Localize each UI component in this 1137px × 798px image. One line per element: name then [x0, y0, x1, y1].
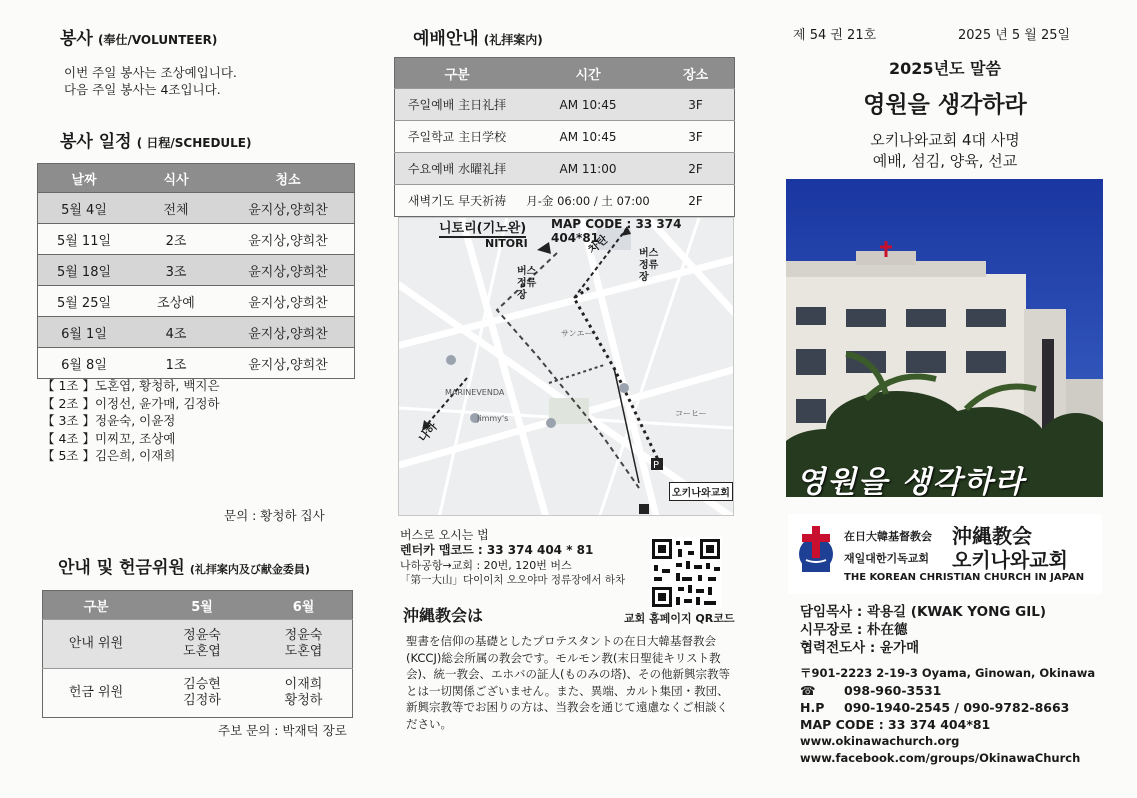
staff-list [800, 603, 1046, 657]
table-row [395, 89, 735, 121]
name: 도혼엽 [183, 644, 221, 659]
ushers-table [42, 590, 353, 718]
name: 도혼엽 [284, 644, 323, 659]
group-item: 【 2조 】이정선, 윤가매, 김정하 [42, 395, 220, 411]
map-poi-label: MARINEVENDA [445, 388, 505, 397]
location-map [398, 217, 734, 516]
col-header: 구분 [43, 591, 150, 620]
col-header: 장소 [657, 58, 735, 89]
church-logo-icon [798, 526, 834, 574]
chatan-label: 차탄 [585, 232, 611, 257]
church-map-label: 오키나와교회 [669, 482, 733, 501]
cell: 윤지상,양희찬 [222, 224, 355, 255]
table-row [38, 193, 355, 224]
schedule-table [37, 163, 355, 379]
svg-text:P: P [653, 460, 660, 471]
denomination-ko2: 재일대한기독교회 [844, 552, 930, 565]
map-poi-label: Jimmy's [477, 414, 509, 423]
cell: AM 10:45 [519, 121, 657, 153]
directions-line: 「第一大山」다이이치 오오야마 정류장에서 하차 [400, 574, 626, 586]
bus-stop-label: 버스 정류장 [639, 248, 659, 283]
ushers-header-row [43, 591, 353, 620]
naha-label: 나하 [416, 419, 440, 445]
cell: 안내 위원 [43, 620, 150, 669]
nitori-label-en: NITORI [485, 237, 528, 250]
volunteer-title-sub: (奉仕/VOLUNTEER) [97, 33, 218, 47]
cell: 1조 [130, 348, 222, 379]
cell: AM 11:00 [519, 153, 657, 185]
cell: 月-金 06:00 / 土 07:00 [519, 185, 657, 217]
cell: 2F [657, 185, 735, 217]
group-list [42, 377, 220, 465]
cell: 2조 [130, 224, 222, 255]
map-drawing [399, 218, 733, 515]
cell: 6월 1일 [38, 317, 131, 348]
cell: 주일예배 主日礼拝 [395, 89, 520, 121]
cell: 수요예배 水曜礼拝 [395, 153, 520, 185]
directions-line: 나하공항→교회 : 20번, 120번 버스 [400, 559, 572, 572]
col-header: 청소 [222, 164, 355, 193]
cell: 윤지상,양희찬 [222, 317, 355, 348]
staff-item: 담임목사 : 곽용길 (KWAK YONG GIL) [800, 604, 1047, 620]
schedule-heading [60, 127, 251, 152]
phone-row [800, 682, 1095, 699]
schedule-title: 봉사 일정 [60, 132, 132, 152]
table-row [38, 348, 355, 379]
volunteer-line: 다음 주일 봉사는 4조입니다. [64, 82, 221, 97]
group-item: 【 3조 】정윤숙, 이윤정 [42, 413, 176, 428]
bulletin-inquiry: 주보 문의 : 박재덕 장로 [218, 723, 347, 738]
cell: 새벽기도 早天祈祷 [395, 185, 520, 217]
church-name-en: THE KOREAN CHRISTIAN CHURCH IN JAPAN [844, 572, 1085, 583]
qr-label: 교회 홈페이지 QR코드 [624, 612, 735, 625]
postal-address: 〒901-2223 2-19-3 Oyama, Ginowan, Okinawa [800, 666, 1096, 680]
name: 김승현 [183, 677, 221, 692]
table-row [395, 153, 735, 185]
cell: 2F [657, 153, 735, 185]
ushers-heading [58, 553, 310, 578]
col-header: 시간 [519, 58, 657, 89]
volunteer-line: 이번 주일 봉사는 조상예입니다. [64, 65, 237, 80]
group-item: 【 1조 】도혼엽, 황청하, 백지은 [42, 378, 220, 393]
nitori-label-ko: 니토리(기노완) [439, 217, 526, 238]
bus-stop-label: 버스 정류장 [517, 266, 537, 301]
schedule-title-sub: ( 日程/SCHEDULE) [136, 136, 252, 150]
cell [255, 620, 353, 669]
col-header: 날짜 [38, 164, 131, 193]
table-row [38, 286, 355, 317]
church-name-jp: 沖縄教会 [952, 524, 1032, 548]
cell: 윤지상,양희찬 [222, 255, 355, 286]
photo-caption: 영원을 생각하라 [796, 465, 1026, 497]
cell: 3F [657, 89, 735, 121]
cell: 주일학교 主日学校 [395, 121, 520, 153]
volume-number: 제 54 권 21호 [793, 28, 877, 43]
cell [149, 669, 255, 718]
volunteer-heading [60, 24, 217, 49]
bulletin-date: 2025 년 5 월 25일 [958, 28, 1071, 43]
about-text: 聖書を信仰の基礎としたプロテスタントの在日大韓基督教会(KCCJ)総会所属の教会です。モルモン教(末日聖徒キリスト教会)、統一教会、エホバの証人(ものみの塔)、その他新興宗教等とは一切関係ございません。また、異端、カルト集団・教団、新興宗教等でお困りの方は、当教会を通じて遠慮なくご相談ください。 [406, 634, 730, 731]
directions-line: 버스로 오시는 법 [400, 528, 489, 542]
volunteer-title: 봉사 [60, 29, 93, 49]
services-table [394, 57, 735, 217]
name: 김정하 [183, 693, 221, 708]
website-link[interactable]: www.okinawachurch.org [800, 734, 960, 748]
group-item: 【 4조 】미찌꼬, 조상예 [42, 430, 176, 446]
table-row [43, 669, 353, 718]
table-row [38, 255, 355, 286]
table-row [395, 185, 735, 217]
qr-code[interactable] [650, 537, 722, 609]
cell [255, 669, 353, 718]
cell: 조상예 [130, 286, 222, 317]
cell: 윤지상,양희찬 [222, 286, 355, 317]
cell: 5월 11일 [38, 224, 131, 255]
facebook-link[interactable]: www.facebook.com/groups/OkinawaChurch [800, 751, 1081, 765]
cell: 헌금 위원 [43, 669, 150, 718]
church-photo [786, 179, 1103, 497]
staff-item: 협력전도사 : 윤가매 [800, 640, 920, 656]
mobile-label: H.P [800, 700, 825, 715]
cell: 3조 [130, 255, 222, 286]
cell: 4조 [130, 317, 222, 348]
col-header: 5월 [149, 591, 255, 620]
cell: 전체 [130, 193, 222, 224]
col-header: 구분 [395, 58, 520, 89]
phone-number: 098-960-3531 [844, 683, 942, 698]
ushers-title: 안내 및 헌금위원 [58, 558, 185, 578]
mission-title: 오키나와교회 4대 사명 [870, 131, 1020, 149]
cell: 5월 25일 [38, 286, 131, 317]
name: 정윤숙 [183, 628, 221, 643]
map-poi-label: サンエー [561, 329, 593, 338]
cell [149, 620, 255, 669]
staff-item: 시무장로 : 朴在德 [800, 622, 908, 638]
table-row [395, 121, 735, 153]
phone-icon: ☎ [800, 683, 816, 698]
col-header: 6월 [255, 591, 353, 620]
cell: 윤지상,양희찬 [222, 193, 355, 224]
map-code-label: MAP CODE : 33 374 404*81 [551, 217, 682, 245]
denomination-ko: 在日大韓基督教会 [844, 530, 932, 543]
mobile-numbers: 090-1940-2545 / 090-9782-8663 [844, 700, 1070, 715]
contact-map-code: MAP CODE : 33 374 404*81 [800, 717, 991, 732]
cell: 5월 18일 [38, 255, 131, 286]
directions-line: 렌터카 맵코드 : 33 374 404 * 81 [400, 543, 594, 557]
services-heading [413, 24, 543, 49]
group-item: 【 5조 】김은희, 이재희 [42, 448, 176, 463]
services-header-row [395, 58, 735, 89]
table-row [38, 317, 355, 348]
motto-year-title: 2025년도 말씀 [889, 59, 1001, 78]
mission-list: 예배, 섬김, 양육, 선교 [872, 152, 1018, 170]
inquiry-text: 문의 : 황청하 집사 [224, 508, 325, 523]
qr-code-graphic [650, 537, 722, 609]
volunteer-notice [64, 64, 237, 98]
cell: 윤지상,양희찬 [222, 348, 355, 379]
cell: AM 10:45 [519, 89, 657, 121]
services-title: 예배안내 [413, 29, 479, 49]
name: 정윤숙 [284, 628, 323, 643]
contact-block [800, 665, 1095, 767]
col-header: 식사 [130, 164, 222, 193]
church-name-ko: 오키나와교회 [952, 548, 1068, 572]
table-row [43, 620, 353, 669]
table-row [38, 224, 355, 255]
cell: 5월 4일 [38, 193, 131, 224]
ushers-title-sub: (礼拝案内及び献金委員) [189, 563, 310, 576]
cell: 6월 8일 [38, 348, 131, 379]
name: 황청하 [284, 693, 323, 708]
name: 이재희 [284, 677, 323, 692]
map-poi-label: コーヒー [675, 409, 707, 418]
cell: 3F [657, 121, 735, 153]
about-title: 沖縄教会は [403, 606, 484, 625]
services-title-sub: (礼拝案内) [483, 33, 543, 47]
mobile-row [800, 699, 1095, 716]
schedule-header-row [38, 164, 355, 193]
church-photo-illustration [786, 179, 1103, 497]
motto-main: 영원을 생각하라 [863, 92, 1027, 118]
directions-text [400, 528, 625, 588]
church-identity [788, 514, 1102, 594]
